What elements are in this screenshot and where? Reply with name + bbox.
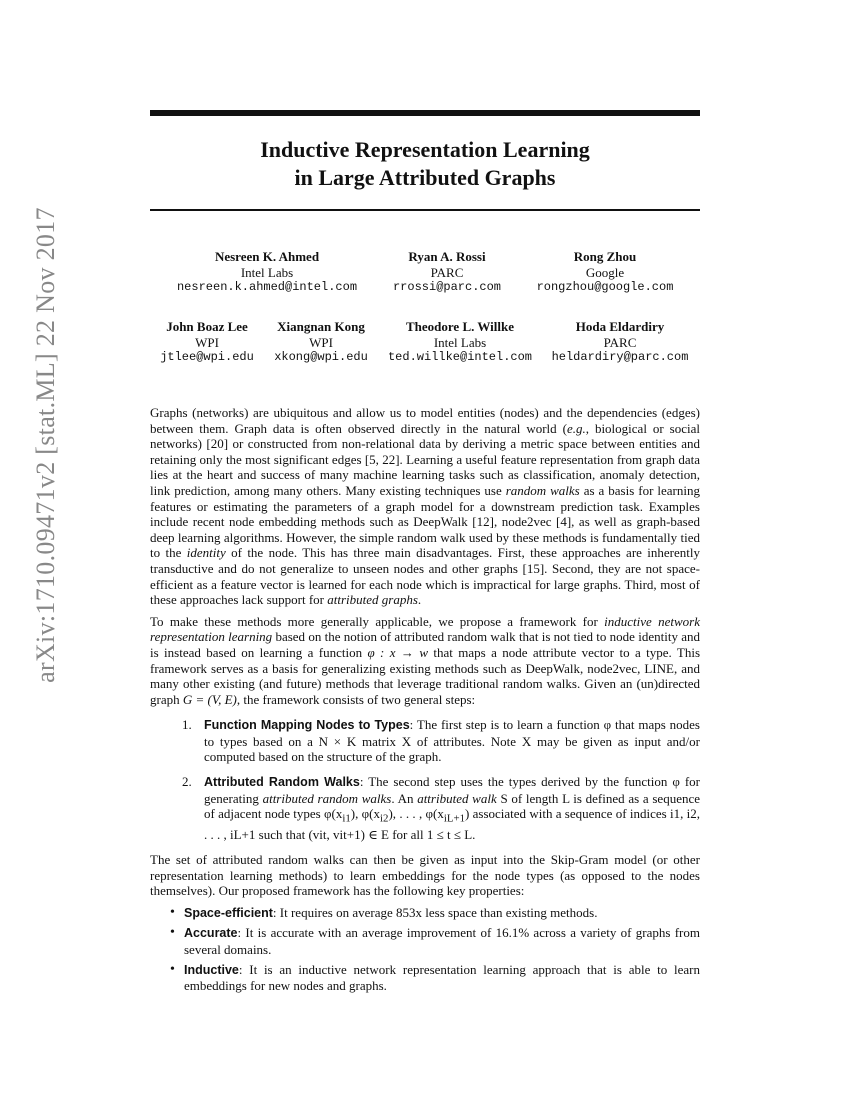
- main-body: [150, 405, 700, 998]
- author-email[interactable]: ted.willke@intel.com: [387, 350, 533, 364]
- bullet-icon: •: [170, 904, 175, 920]
- paper-title: [150, 136, 700, 192]
- author-block: [495, 249, 715, 296]
- text: ), . . . , φ(x: [388, 806, 444, 822]
- property-label: Space-efficient: [184, 905, 273, 920]
- author-affiliation: WPI: [195, 334, 219, 350]
- text: To make these methods more generally applicable, we propose a framework for: [150, 613, 605, 629]
- list-number: 1.: [182, 717, 192, 733]
- author-email[interactable]: heldardiry@parc.com: [551, 350, 689, 364]
- author-name: Rong Zhou: [573, 249, 637, 264]
- title-bottom-rule: [150, 209, 700, 211]
- list-item: [150, 925, 700, 957]
- subscript: i1: [342, 812, 351, 825]
- text: ) associated with a sequence of indices i1, i2, . . . , iL+1 such that (vit, vit+1) ∈ E for all 1 ≤ t ≤ L.: [204, 806, 700, 843]
- list-item: [150, 717, 700, 765]
- text: based on the notion of attributed random walk that is not tied to node identity and is instead based on learning a function: [150, 629, 700, 660]
- math: φ : x → w: [367, 644, 428, 660]
- steps-list: [150, 717, 700, 843]
- text: , biological or social networks) [20] or constructed from non-relational data by deriving a metric space between entities and retaining only the most significant edges [5, 22]. Learning a useful feature representation from graph data lies at the heart and success of many machine learning tasks such as classification, anomaly detection, link prediction, among many others. Many existing techniques use: [150, 420, 700, 498]
- bullet-icon: •: [170, 925, 175, 941]
- emphasis: attributed walk: [417, 790, 497, 806]
- framework-paragraph: [150, 614, 700, 708]
- author-name: Xiangnan Kong: [277, 319, 365, 334]
- emphasis: inductive network representation learning: [150, 613, 700, 645]
- intro-paragraph: [150, 405, 700, 608]
- emphasis: random walks: [505, 482, 580, 498]
- text: .: [417, 592, 422, 608]
- text: , the framework consists of two general steps:: [236, 691, 476, 707]
- text: : The second step uses the types derived by the function φ for generating: [204, 774, 701, 806]
- subscript: i2: [380, 812, 389, 825]
- subscript: iL+1: [443, 812, 465, 825]
- title-line-2: in Large Attributed Graphs: [294, 165, 556, 190]
- emphasis: attributed graphs: [327, 592, 418, 608]
- author-email[interactable]: jtlee@wpi.edu: [160, 350, 254, 364]
- list-item: [150, 905, 700, 922]
- bullet-icon: •: [170, 961, 175, 977]
- title-top-rule: [150, 110, 700, 116]
- text: : The first step is to learn a function φ that maps nodes to types based on a N × K matrix X of attributes. Note X may be given as input and/or computed based on the structure of the graph.: [204, 717, 700, 765]
- author-name: Hoda Eldardiry: [575, 319, 665, 334]
- author-email[interactable]: nesreen.k.ahmed@intel.com: [176, 280, 358, 294]
- arxiv-stamp: arXiv:1710.09471v2 [stat.ML] 22 Nov 2017: [31, 207, 60, 683]
- author-affiliation: Google: [585, 264, 625, 280]
- author-name: Theodore L. Willke: [406, 319, 514, 334]
- property-label: Inductive: [184, 962, 239, 977]
- list-item: [150, 774, 700, 843]
- author-name: Nesreen K. Ahmed: [214, 249, 320, 264]
- list-number: 2.: [182, 774, 192, 790]
- author-email[interactable]: rrossi@parc.com: [392, 280, 502, 294]
- title-line-1: Inductive Representation Learning: [260, 137, 590, 162]
- emphasis: attributed random walks: [262, 790, 392, 806]
- author-block: [510, 319, 730, 366]
- step-label: Function Mapping Nodes to Types: [204, 718, 410, 733]
- property-label: Accurate: [184, 926, 238, 941]
- text: : It is an inductive network representation learning approach that is able to learn embeddings for new nodes and graphs.: [184, 961, 700, 994]
- list-item: [150, 962, 700, 994]
- author-affiliation: WPI: [309, 334, 333, 350]
- author-affiliation: PARC: [430, 264, 464, 280]
- text: S of length L is defined as a sequence of adjacent node types φ(x: [204, 790, 701, 822]
- author-affiliation: PARC: [603, 334, 637, 350]
- emphasis: identity: [186, 545, 226, 561]
- properties-list: [150, 905, 700, 994]
- text: of the node. This has three main disadvantages. First, these approaches are inherently transductive and do not generalize to unseen nodes and other graphs [15]. Second, they are not space-efficient as a feature vector is learned for each node which is impractical for large graphs. Third, most of these approaches lack support for: [150, 545, 700, 608]
- step-label: Attributed Random Walks: [204, 775, 360, 790]
- emphasis: e.g.: [566, 420, 586, 436]
- text: : It requires on average 853x less space than existing methods.: [272, 904, 598, 920]
- text: : It is accurate with an average improvement of 16.1% across a variety of graphs from several domains.: [184, 925, 700, 957]
- author-affiliation: Intel Labs: [433, 334, 487, 350]
- author-email[interactable]: rongzhou@google.com: [536, 280, 674, 294]
- text: that maps a node attribute vector to a type. This framework serves as a basis for generalizing existing methods such as DeepWalk, node2vec, LINE, and many other existing (and future) methods that leverage traditional random walks. Given an (un)directed graph: [150, 644, 701, 707]
- properties-intro-paragraph: The set of attributed random walks can then be given as input into the Skip-Gram model (or other representation learning methods) to learn embeddings for the node types (as opposed to the nodes themselves). Our proposed framework has the following key properties:: [150, 852, 700, 899]
- text: as a basis for learning features or estimating the parameters of a graph model for a downstream prediction task. Examples include recent node embedding methods such as DeepWalk [12], node2vec [4], as well as graph-based deep learning algorithms. However, the simple random walk used by these methods is fundamentally tied to the: [150, 482, 700, 561]
- text: . An: [391, 790, 418, 806]
- author-email[interactable]: xkong@wpi.edu: [274, 350, 368, 364]
- author-name: Ryan A. Rossi: [408, 249, 486, 264]
- text: ), φ(x: [350, 806, 381, 822]
- math: G = (V, E): [182, 691, 237, 707]
- author-name: John Boaz Lee: [166, 319, 248, 334]
- text: Graphs (networks) are ubiquitous and allow us to model entities (nodes) and the dependencies (edges) between them. Graph data is often observed directly in the natural world (: [150, 405, 700, 436]
- author-affiliation: Intel Labs: [240, 264, 294, 280]
